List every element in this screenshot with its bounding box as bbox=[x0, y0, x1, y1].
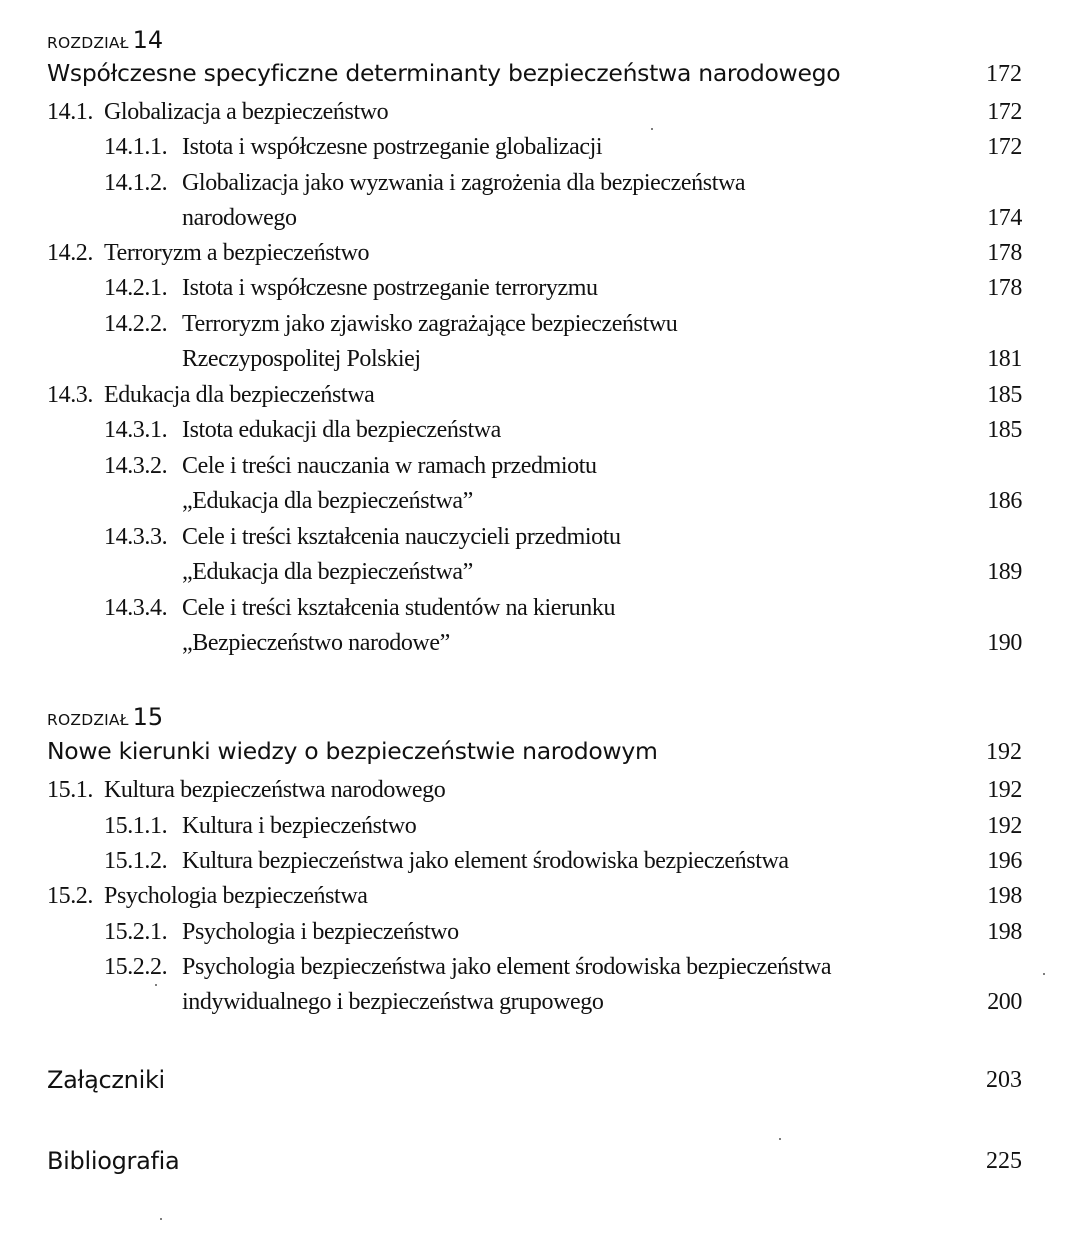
page-number: 192 bbox=[987, 813, 1022, 839]
entry-number: 15.2.1. bbox=[104, 919, 168, 945]
toc-entry[interactable] bbox=[0, 849, 1070, 885]
toc-entry[interactable] bbox=[0, 135, 1070, 171]
entry-title: Edukacja dla bezpieczeństwa bbox=[104, 382, 375, 408]
entry-number: 14.3.4. bbox=[104, 595, 168, 621]
toc-entry[interactable] bbox=[0, 884, 1070, 920]
page-number: 172 bbox=[986, 61, 1022, 87]
toc-entry[interactable] bbox=[0, 383, 1070, 419]
entry-title: Istota edukacji dla bezpieczeństwa bbox=[182, 417, 501, 443]
toc-entry[interactable] bbox=[0, 454, 1070, 490]
entry-title: Psychologia bezpieczeństwa jako element środowiska bezpieczeństwa bbox=[182, 954, 832, 980]
page-number: 200 bbox=[987, 989, 1022, 1015]
chapter-label-word: ROZDZIAŁ bbox=[47, 34, 129, 52]
entry-number: 14.2.2. bbox=[104, 311, 168, 337]
entry-title: Istota i współczesne postrzeganie globalizacji bbox=[182, 134, 603, 160]
entry-title: Globalizacja jako wyzwania i zagrożenia dla bezpieczeństwa bbox=[182, 170, 746, 196]
entry-title: Kultura bezpieczeństwa narodowego bbox=[104, 777, 446, 803]
entry-title: Kultura bezpieczeństwa jako element środowiska bezpieczeństwa bbox=[182, 848, 789, 874]
entry-title-continuation: Rzeczypospolitej Polskiej bbox=[182, 346, 421, 372]
page-number: 185 bbox=[987, 417, 1022, 443]
toc-entry[interactable] bbox=[0, 100, 1070, 136]
toc-entry[interactable] bbox=[0, 418, 1070, 454]
page-number: 189 bbox=[987, 559, 1022, 585]
toc-entry[interactable] bbox=[0, 814, 1070, 850]
entry-title: Psychologia i bezpieczeństwo bbox=[182, 919, 459, 945]
toc-entry-continuation[interactable] bbox=[0, 990, 1070, 1026]
entry-title: Terroryzm a bezpieczeństwo bbox=[104, 240, 370, 266]
page-number: 178 bbox=[987, 240, 1022, 266]
entry-number: 14.3.1. bbox=[104, 417, 168, 443]
page-number: 225 bbox=[986, 1148, 1022, 1174]
entry-number: 15.2. bbox=[47, 883, 94, 909]
toc-entry[interactable] bbox=[0, 312, 1070, 348]
chapter-title: Nowe kierunki wiedzy o bezpieczeństwie narodowym bbox=[47, 737, 658, 765]
entry-number: 15.1.2. bbox=[104, 848, 168, 874]
back-matter-entry[interactable] bbox=[0, 1068, 1070, 1104]
toc-entry-continuation[interactable] bbox=[0, 347, 1070, 383]
scan-speck bbox=[651, 128, 653, 130]
back-matter-title: Załączniki bbox=[47, 1066, 165, 1094]
scan-speck bbox=[160, 1218, 162, 1220]
toc-entry[interactable] bbox=[0, 920, 1070, 956]
chapter-title-row[interactable] bbox=[0, 737, 1070, 776]
entry-title-continuation: narodowego bbox=[182, 205, 297, 231]
entry-title: Psychologia bezpieczeństwa bbox=[104, 883, 368, 909]
page-number: 186 bbox=[987, 488, 1022, 514]
back-matter-title: Bibliografia bbox=[47, 1147, 180, 1175]
toc-entry[interactable] bbox=[0, 778, 1070, 814]
entry-title-continuation: indywidualnego i bezpieczeństwa grupowego bbox=[182, 989, 604, 1015]
page-number: 198 bbox=[987, 883, 1022, 909]
toc-entry-continuation[interactable] bbox=[0, 560, 1070, 596]
toc-entry-continuation[interactable] bbox=[0, 206, 1070, 242]
chapter-label-number: 14 bbox=[132, 26, 164, 54]
entry-number: 14.3.2. bbox=[104, 453, 168, 479]
entry-number: 14.2. bbox=[47, 240, 94, 266]
page-number: 196 bbox=[987, 848, 1022, 874]
toc-entry[interactable] bbox=[0, 241, 1070, 277]
toc-entry-continuation[interactable] bbox=[0, 489, 1070, 525]
entry-title: Istota i współczesne postrzeganie terroryzmu bbox=[182, 275, 598, 301]
entry-number: 14.3. bbox=[47, 382, 94, 408]
entry-number: 15.2.2. bbox=[104, 954, 168, 980]
page-number: 198 bbox=[987, 919, 1022, 945]
back-matter-entry[interactable] bbox=[0, 1149, 1070, 1185]
scan-speck bbox=[155, 984, 157, 986]
chapter-label-number: 15 bbox=[132, 703, 164, 731]
chapter-title-row[interactable] bbox=[0, 59, 1070, 98]
entry-number: 14.1.2. bbox=[104, 170, 168, 196]
scan-speck bbox=[779, 1138, 781, 1140]
page-number: 172 bbox=[987, 99, 1022, 125]
page-number: 192 bbox=[986, 739, 1022, 765]
page-number: 172 bbox=[987, 134, 1022, 160]
entry-number: 14.3.3. bbox=[104, 524, 168, 550]
entry-title-continuation: „Edukacja dla bezpieczeństwa” bbox=[182, 488, 473, 514]
page-number: 174 bbox=[987, 205, 1022, 231]
entry-title: Globalizacja a bezpieczeństwo bbox=[104, 99, 389, 125]
chapter-label bbox=[47, 705, 163, 729]
page-number: 192 bbox=[987, 777, 1022, 803]
entry-title-continuation: „Edukacja dla bezpieczeństwa” bbox=[182, 559, 473, 585]
page-number: 181 bbox=[987, 346, 1022, 372]
entry-number: 15.1.1. bbox=[104, 813, 168, 839]
entry-title: Cele i treści kształcenia nauczycieli przedmiotu bbox=[182, 524, 621, 550]
page-number: 190 bbox=[987, 630, 1022, 656]
entry-number: 14.1. bbox=[47, 99, 94, 125]
scan-speck bbox=[1043, 973, 1045, 975]
toc-entry[interactable] bbox=[0, 525, 1070, 561]
entry-title: Terroryzm jako zjawisko zagrażające bezpieczeństwu bbox=[182, 311, 678, 337]
entry-title: Cele i treści nauczania w ramach przedmiotu bbox=[182, 453, 597, 479]
toc-entry-continuation[interactable] bbox=[0, 631, 1070, 667]
page-number: 185 bbox=[987, 382, 1022, 408]
toc-entry[interactable] bbox=[0, 276, 1070, 312]
entry-title: Cele i treści kształcenia studentów na kierunku bbox=[182, 595, 616, 621]
page-number: 203 bbox=[986, 1067, 1022, 1093]
entry-number: 15.1. bbox=[47, 777, 94, 803]
entry-number: 14.1.1. bbox=[104, 134, 168, 160]
toc-entry[interactable] bbox=[0, 171, 1070, 207]
page-number: 178 bbox=[987, 275, 1022, 301]
chapter-label bbox=[47, 28, 163, 52]
toc-entry[interactable] bbox=[0, 596, 1070, 632]
entry-title-continuation: „Bezpieczeństwo narodowe” bbox=[182, 630, 450, 656]
chapter-title: Współczesne specyficzne determinanty bezpieczeństwa narodowego bbox=[47, 59, 841, 87]
entry-number: 14.2.1. bbox=[104, 275, 168, 301]
toc-entry[interactable] bbox=[0, 955, 1070, 991]
chapter-label-word: ROZDZIAŁ bbox=[47, 711, 129, 729]
entry-title: Kultura i bezpieczeństwo bbox=[182, 813, 417, 839]
